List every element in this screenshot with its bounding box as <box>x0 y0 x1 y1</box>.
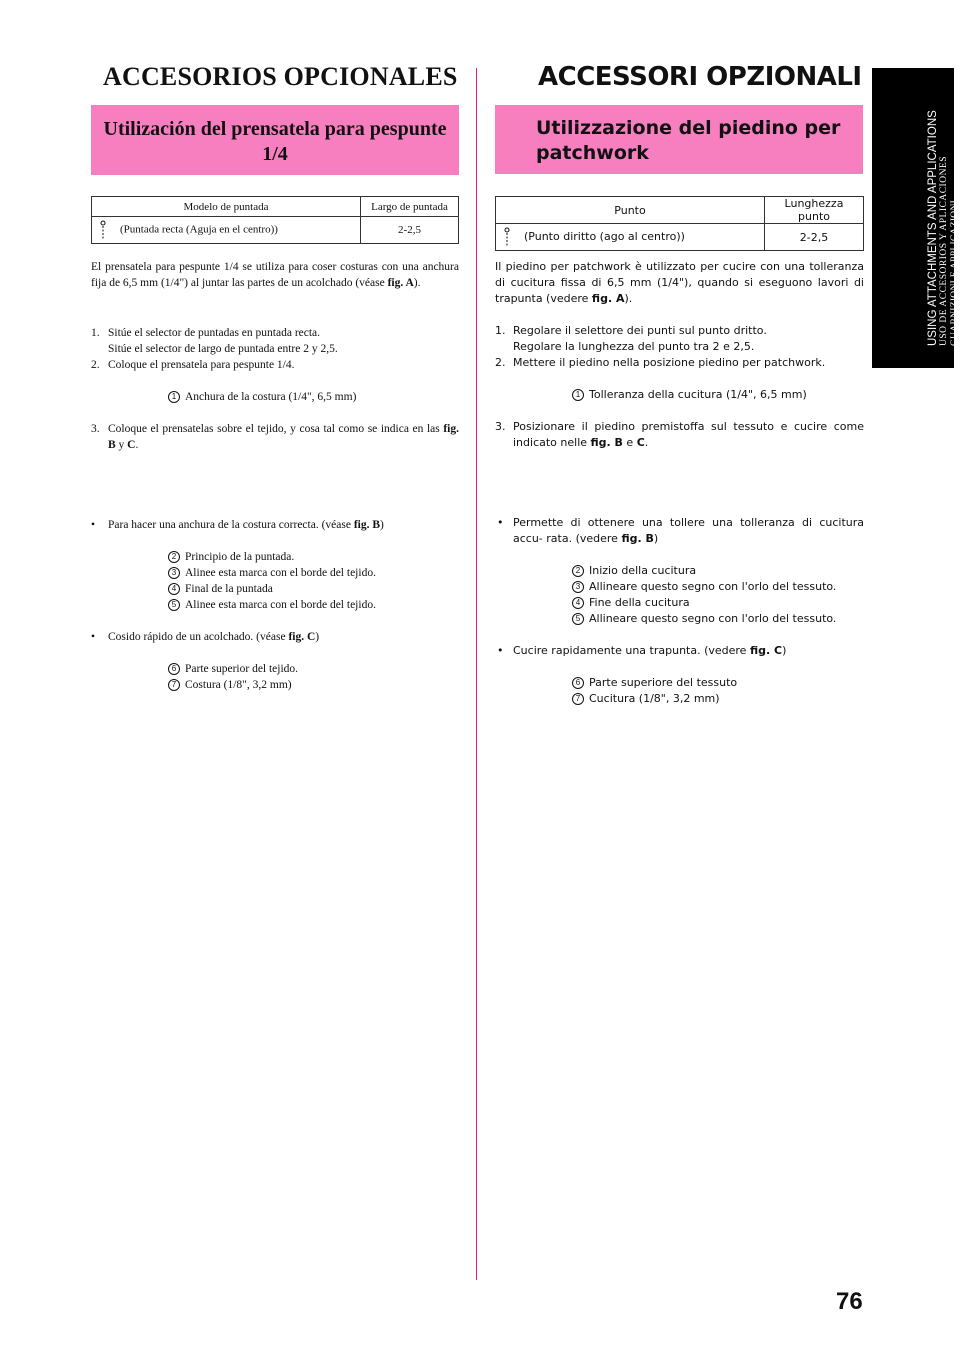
callout-text: Fine della cucitura <box>589 596 690 609</box>
callout-number: 6 <box>168 663 180 675</box>
bullet-marker: • <box>91 519 96 531</box>
step-number: 2. <box>495 356 506 369</box>
bullet-text: Cucire rapidamente una trapunta. (vedere <box>513 644 750 657</box>
callout-number: 1 <box>168 391 180 403</box>
section-title-es: Utilización del prensatela para pespunte 1/4 <box>103 118 447 165</box>
table-cell-length: 2-2,5 <box>361 217 459 244</box>
callout-1-es <box>168 389 356 405</box>
callout-number: 5 <box>168 599 180 611</box>
stitch-description: (Puntada recta (Aguja en el centro)) <box>120 223 278 236</box>
step-text: Posizionare il piedino premistoffa sul tessuto e cucire come indicato nelle <box>513 420 864 449</box>
side-tab-line-en: USING ATTACHMENTS AND APPLICATIONS <box>927 110 939 346</box>
step-3-it <box>495 419 864 451</box>
fig-ref: C <box>636 436 645 449</box>
callout-number: 4 <box>572 597 584 609</box>
step-3-es <box>91 421 459 453</box>
callout-text: Parte superiore del tessuto <box>589 676 738 689</box>
fig-ref: fig. B <box>590 436 623 449</box>
page-title-it: ACCESSORI OPZIONALI <box>538 62 862 92</box>
callout-text: Inizio della cucitura <box>589 564 697 577</box>
intro-end: ). <box>413 277 421 289</box>
straight-stitch-icon <box>500 227 514 247</box>
bullet-text: ) <box>653 532 659 545</box>
table-header-pattern: Punto <box>496 197 765 224</box>
fig-ref: fig. A <box>387 277 414 289</box>
callout-text: Costura (1/8", 3,2 mm) <box>185 679 292 691</box>
table-cell-stitch <box>92 217 361 244</box>
table-header-pattern: Modelo de puntada <box>92 197 361 217</box>
intro-paragraph-it <box>495 259 864 307</box>
callout-number: 5 <box>572 613 584 625</box>
step-2-es <box>91 357 459 373</box>
page-number: 76 <box>836 1288 863 1315</box>
column-divider <box>476 68 477 1280</box>
intro-paragraph-es <box>91 259 459 291</box>
callout-text: Allineare questo segno con l'orlo del tessuto. <box>589 580 837 593</box>
fig-ref: fig. C <box>288 631 316 643</box>
fig-ref: fig. B <box>108 423 459 451</box>
bullet-text: ) <box>380 519 384 531</box>
step-1-it <box>495 323 864 355</box>
callout-text: Tolleranza della cucitura (1/4", 6,5 mm) <box>589 388 807 401</box>
step-number: 3. <box>495 420 506 433</box>
callout-text: Alinee esta marca con el borde del tejido. <box>185 567 376 579</box>
fig-ref: fig. A <box>591 292 625 305</box>
callout-number: 7 <box>168 679 180 691</box>
straight-stitch-icon <box>96 220 110 240</box>
callout-number: 1 <box>572 389 584 401</box>
fig-ref: fig. C <box>749 644 783 657</box>
step-text: Sitúe el selector de largo de puntada entre 2 y 2,5. <box>108 343 338 355</box>
bullet-marker: • <box>91 631 96 643</box>
fig-ref: fig. B <box>353 519 381 531</box>
section-header-es <box>91 105 459 175</box>
callouts-b-es <box>168 549 376 613</box>
callout-text: Anchura de la costura (1/4", 6,5 mm) <box>185 391 357 403</box>
intro-text: El prensatela para pespunte 1/4 se utiliza para coser costuras con una anchura fija de 6,5 mm (1/4") al juntar las partes de un acolchado (véase <box>91 261 459 289</box>
callout-number: 6 <box>572 677 584 689</box>
callouts-c-it <box>572 675 737 707</box>
step-number: 2. <box>91 359 100 371</box>
step-text: Coloque el prensatela para pespunte 1/4. <box>108 359 295 371</box>
fig-ref: C <box>127 439 136 451</box>
bullet-text: Permette di ottenere una tollere una tolleranza di cucitura accu- rata. (vedere <box>513 516 864 545</box>
callout-number: 3 <box>572 581 584 593</box>
step-text: Sitúe el selector de puntadas en puntada recta. <box>108 327 321 339</box>
callout-number: 2 <box>168 551 180 563</box>
step-text: . <box>644 436 649 449</box>
callout-number: 7 <box>572 693 584 705</box>
callout-number: 4 <box>168 583 180 595</box>
step-text: . <box>135 439 139 451</box>
bullet-text: ) <box>315 631 320 643</box>
callout-text: Principio de la puntada. <box>185 551 295 563</box>
stitch-table-es <box>91 196 459 244</box>
bullet-text: Cosido rápido de un acolchado. (véase <box>108 631 289 643</box>
side-tab-line-es: USO DE ACCESORIOS Y APLICACIONES <box>939 155 949 346</box>
bullet-1-it <box>495 515 864 547</box>
callout-text: Allineare questo segno con l'orlo del tessuto. <box>589 612 837 625</box>
section-header-it <box>495 105 863 174</box>
callout-text: Final de la puntada <box>185 583 273 595</box>
callouts-b-it <box>572 563 836 627</box>
step-text: Mettere il piedino nella posizione piedino per patchwork. <box>513 356 826 369</box>
bullet-marker: • <box>497 516 504 529</box>
step-text: Regolare il selettore dei punti sul punto dritto. <box>513 324 767 337</box>
page-title-es: ACCESORIOS OPCIONALES <box>103 62 458 91</box>
callout-text: Cucitura (1/8", 3,2 mm) <box>589 692 720 705</box>
callout-number: 3 <box>168 567 180 579</box>
side-tab-line-it: GUARNIZIONI E APPLICAZIONI <box>950 199 960 346</box>
callout-number: 2 <box>572 565 584 577</box>
intro-text: Il piedino per patchwork è utilizzato per cucire con una tolleranza di cucitura fissa di 6,5 mm (1/4"), quando si eseguono lavori di trapunta (vedere <box>495 260 864 305</box>
step-text: y <box>115 439 128 451</box>
callouts-c-es <box>168 661 298 693</box>
callout-1-it <box>572 387 807 403</box>
side-tab-labels <box>928 110 961 346</box>
bullet-marker: • <box>497 644 504 657</box>
section-title-it: Utilizzazione del piedino per patchwork <box>536 117 841 164</box>
step-text: e <box>622 436 637 449</box>
step-number: 3. <box>91 423 100 435</box>
step-2-it <box>495 355 864 371</box>
stitch-description: (Punto diritto (ago al centro)) <box>524 230 685 243</box>
step-number: 1. <box>495 324 506 337</box>
intro-end: ). <box>624 292 633 305</box>
bullet-text: Para hacer una anchura de la costura correcta. (véase <box>108 519 354 531</box>
step-number: 1. <box>91 327 100 339</box>
fig-ref: fig. B <box>621 532 654 545</box>
table-header-length: Largo de puntada <box>361 197 459 217</box>
step-text: Coloque el prensatelas sobre el tejido, y cosa tal como se indica en las <box>108 423 444 435</box>
step-1-es <box>91 325 459 357</box>
bullet-1-es <box>91 517 459 533</box>
table-cell-stitch <box>496 224 765 251</box>
bullet-2-it <box>495 643 864 659</box>
step-text: Regolare la lunghezza del punto tra 2 e 2,5. <box>513 340 755 353</box>
chapter-side-tab <box>872 68 960 368</box>
bullet-text: ) <box>782 644 787 657</box>
table-header-length: Lunghezza punto <box>765 197 864 224</box>
callout-text: Parte superior del tejido. <box>185 663 299 675</box>
bullet-2-es <box>91 629 459 645</box>
stitch-table-it <box>495 196 864 251</box>
callout-text: Alinee esta marca con el borde del tejido. <box>185 599 376 611</box>
table-cell-length: 2-2,5 <box>765 224 864 251</box>
